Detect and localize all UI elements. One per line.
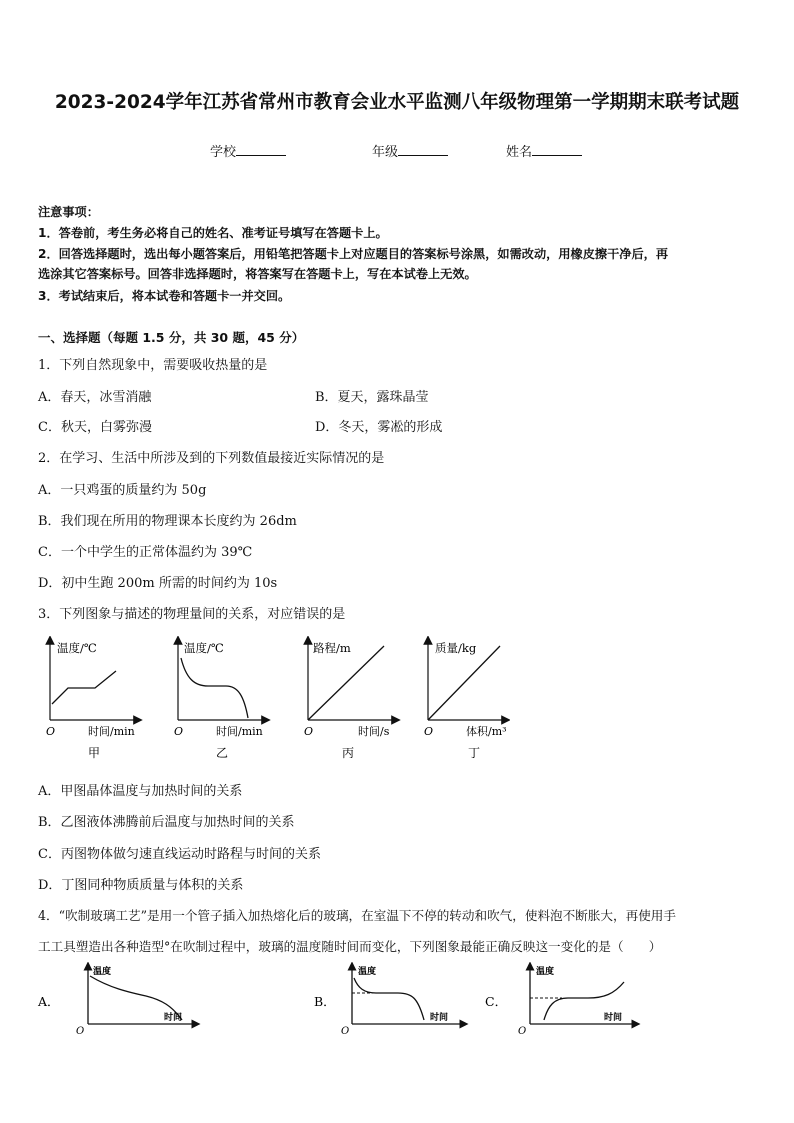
option-d[interactable]: D．丁图同种物质质量与体积的关系 <box>38 878 244 893</box>
section-heading: 一、选择题（每题 1.5 分，共 30 题，45 分） <box>38 330 305 345</box>
name-label: 姓名 <box>506 145 533 160</box>
option-c[interactable]: C．丙图物体做匀速直线运动时路程与时间的关系 <box>38 847 321 862</box>
name-field <box>506 141 582 160</box>
y-axis-label: 温度 <box>536 967 555 977</box>
notes-item: 3．考试结束后，将本试卷和答题卡一并交回。 <box>38 289 291 303</box>
origin-label: O <box>46 725 56 738</box>
question-stem: 1．下列自然现象中，需要吸收热量的是 <box>38 358 268 373</box>
grade-field <box>372 141 448 160</box>
option-letter: C． <box>485 994 508 1009</box>
curve <box>354 978 424 1020</box>
graph-caption: 丁 <box>468 746 481 760</box>
option-c[interactable]: C．秋天，白雾弥漫 <box>38 420 152 435</box>
origin-label: O <box>424 725 434 738</box>
option-letter: A． <box>38 994 60 1009</box>
grade-blank[interactable] <box>398 143 448 156</box>
curve <box>52 671 116 704</box>
x-axis-label: 时间 <box>604 1013 623 1023</box>
question-stem: 3．下列图象与描述的物理量间的关系，对应错误的是 <box>38 607 346 622</box>
x-axis-label: 时间/min <box>216 725 263 738</box>
notes-heading: 注意事项： <box>38 205 99 219</box>
y-axis-label: 温度 <box>93 967 112 977</box>
option-a[interactable]: A．春天，冰雪消融 <box>38 390 152 405</box>
question-stem: 2．在学习、生活中所涉及到的下列数值最接近实际情况的是 <box>38 451 385 466</box>
x-axis-label: 时间 <box>430 1013 449 1023</box>
option-a[interactable]: A．甲图晶体温度与加热时间的关系 <box>38 784 243 799</box>
option-letter: B． <box>314 994 336 1009</box>
option-a[interactable]: A．一只鸡蛋的质量约为 50g <box>38 483 207 498</box>
origin-label: O <box>341 1026 350 1037</box>
option-b[interactable]: B．夏天，露珠晶莹 <box>315 390 429 405</box>
x-axis-label: 时间/min <box>88 725 135 738</box>
graph-bing <box>304 640 396 760</box>
grade-label: 年级 <box>372 145 399 160</box>
y-axis-label: 质量/kg <box>435 641 477 655</box>
graph-option-a[interactable] <box>37 965 196 1037</box>
origin-label: O <box>304 725 314 738</box>
y-axis-label: 温度 <box>358 967 377 977</box>
y-axis-label: 温度/℃ <box>57 641 97 655</box>
page-title: 2023-2024学年江苏省常州市教育会业水平监测八年级物理第一学期期末联考试题 <box>54 92 740 113</box>
curve <box>428 646 500 720</box>
option-d[interactable]: D．初中生跑 200m 所需的时间约为 10s <box>38 576 278 591</box>
x-axis-label: 时间 <box>164 1013 183 1023</box>
school-field <box>210 141 286 160</box>
origin-label: O <box>174 725 184 738</box>
notes-item: 选涂其它答案标号。回答非选择题时，将答案写在答题卡上，写在本试卷上无效。 <box>38 267 477 281</box>
name-blank[interactable] <box>532 143 582 156</box>
graph-yi <box>174 640 266 760</box>
q4-graphs <box>36 962 656 1038</box>
origin-label: O <box>76 1026 85 1037</box>
option-b[interactable]: B．乙图液体沸腾前后温度与加热时间的关系 <box>38 815 295 830</box>
option-b[interactable]: B．我们现在所用的物理课本长度约为 26dm <box>38 514 297 529</box>
graph-caption: 甲 <box>88 746 101 760</box>
x-axis-label: 体积/m³ <box>466 725 507 738</box>
graph-option-c[interactable] <box>485 965 636 1037</box>
y-axis-label: 路程/m <box>313 641 351 655</box>
question-stem: 4．“吹制玻璃工艺”是用一个管子插入加热熔化后的玻璃，在室温下不停的转动和吹气，使料泡不断胀大，再使用手 <box>38 908 676 923</box>
graph-caption: 乙 <box>216 746 229 760</box>
y-axis-label: 温度/℃ <box>184 641 224 655</box>
curve <box>181 658 248 718</box>
option-c[interactable]: C．一个中学生的正常体温约为 39℃ <box>38 545 253 560</box>
graph-option-b[interactable] <box>314 965 464 1037</box>
origin-label: O <box>518 1026 527 1037</box>
graph-caption: 丙 <box>342 746 355 760</box>
option-d[interactable]: D．冬天，雾凇的形成 <box>315 420 443 435</box>
q3-graphs <box>40 636 510 764</box>
x-axis-label: 时间/s <box>358 725 390 738</box>
graph-jia <box>46 640 138 760</box>
school-label: 学校 <box>210 145 237 160</box>
question-stem-cont: 工工具塑造出各种造型°在吹制过程中，玻璃的温度随时间而变化，下列图象最能正确反映这一变化的是（ ） <box>38 939 662 954</box>
notes-item: 2．回答选择题时，选出每小题答案后，用铅笔把答题卡上对应题目的答案标号涂黑，如需改动，用橡皮擦干净后，再 <box>38 247 669 261</box>
curve <box>308 646 384 720</box>
graph-ding <box>424 640 507 760</box>
notes-item: 1．答卷前，考生务必将自己的姓名、准考证号填写在答题卡上。 <box>38 226 388 240</box>
school-blank[interactable] <box>236 143 286 156</box>
